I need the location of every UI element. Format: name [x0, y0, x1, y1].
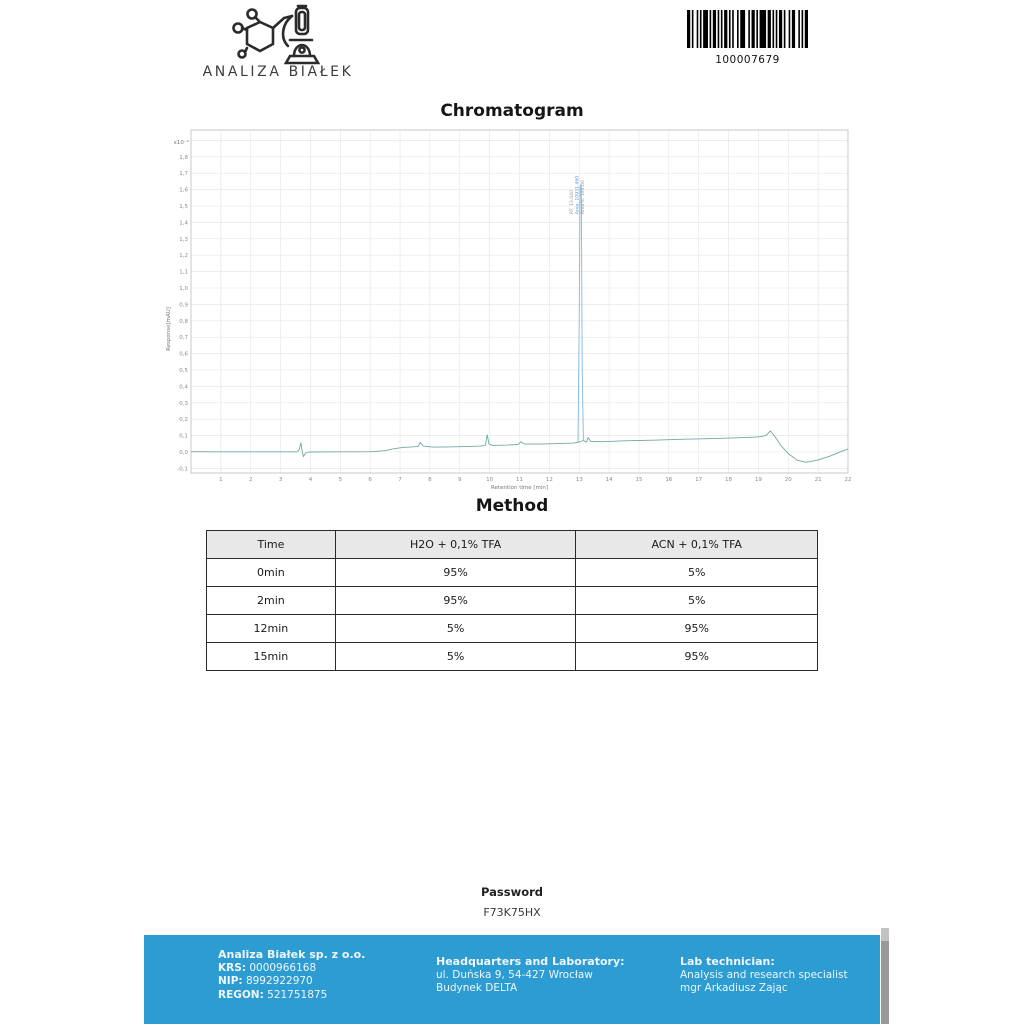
- table-cell: 15min: [207, 643, 336, 671]
- barcode-bar: [713, 10, 716, 48]
- x-tick-label: 18: [725, 477, 733, 483]
- y-tick-label: 1,6: [179, 187, 188, 194]
- technician-title: Lab technician:: [680, 955, 775, 968]
- table-header-cell: ACN + 0,1% TFA: [576, 531, 818, 559]
- table-cell: 5%: [576, 559, 818, 587]
- table-row: [207, 615, 818, 643]
- headquarters-address: ul. Duńska 9, 54-427 Wrocław: [436, 968, 593, 981]
- x-tick-label: 8: [428, 477, 432, 483]
- barcode-bar: [784, 10, 786, 48]
- password-value: F73K75HX: [483, 906, 541, 919]
- y-tick-label: 0,2: [179, 417, 188, 424]
- headquarters-title: Headquarters and Laboratory:: [436, 955, 625, 968]
- barcode-number: 100007679: [715, 54, 780, 66]
- y-scale-label: x10⁻²: [173, 140, 189, 146]
- table-cell: 5%: [335, 643, 576, 671]
- table-cell: 5%: [576, 587, 818, 615]
- technician-role: Analysis and research specialist: [680, 968, 848, 981]
- company-krs: KRS: 0000966168: [218, 961, 317, 974]
- table-cell: 95%: [576, 615, 818, 643]
- x-tick-label: 2: [248, 477, 253, 483]
- x-tick-label: 3: [278, 477, 283, 483]
- barcode-bar: [805, 10, 808, 48]
- x-tick-label: 1: [219, 477, 223, 483]
- y-tick-label: 0,8: [179, 318, 188, 325]
- main-peak: [578, 185, 583, 443]
- barcode-bar: [697, 10, 699, 48]
- y-tick-label: 1,5: [179, 204, 188, 210]
- table-cell: 95%: [576, 643, 818, 671]
- y-tick-label: 0,1: [179, 433, 188, 440]
- x-tick-label: 22: [844, 477, 852, 483]
- barcode-bar: [792, 10, 795, 48]
- chromatogram-chart: [160, 126, 860, 492]
- barcode-bar: [729, 10, 731, 48]
- barcode-bar: [692, 10, 694, 48]
- chromatogram-plot: [160, 126, 860, 492]
- table-row: [207, 643, 818, 671]
- footer-headquarters-block: [436, 955, 625, 996]
- table-header-cell: H2O + 0,1% TFA: [335, 531, 576, 559]
- x-tick-label: 12: [545, 477, 553, 483]
- x-tick-label: 17: [695, 477, 703, 483]
- company-regon: REGON: 521751875: [218, 988, 328, 1001]
- barcode-bar: [789, 10, 791, 48]
- x-tick-label: 5: [338, 477, 343, 483]
- barcode-bar: [710, 10, 712, 48]
- scrollbar-thumb[interactable]: [881, 928, 889, 941]
- y-tick-label: 0,3: [179, 400, 188, 407]
- x-tick-label: 19: [754, 477, 762, 483]
- y-tick-label: 0,5: [179, 368, 188, 374]
- y-axis-title: Response[mAU]: [166, 307, 172, 351]
- y-tick-label: -0,1: [177, 466, 188, 473]
- barcode-bar: [737, 10, 739, 48]
- table-header-cell: Time: [207, 531, 336, 559]
- y-tick-label: 1,2: [179, 253, 188, 260]
- table-cell: 95%: [335, 587, 576, 615]
- table-cell: 5%: [335, 615, 576, 643]
- x-tick-label: 11: [516, 477, 523, 483]
- x-tick-label: 7: [398, 477, 402, 483]
- company-name: Analiza Białek sp. z o.o.: [218, 948, 366, 961]
- barcode-bar: [687, 10, 690, 48]
- technician-name: mgr Arkadiusz Zając: [680, 982, 788, 994]
- y-tick-label: 0,6: [179, 351, 188, 358]
- y-tick-label: 0,9: [179, 302, 188, 309]
- barcode-bar: [768, 10, 771, 48]
- barcode-bar: [703, 10, 708, 48]
- peak-annotation-label: Area: 10931.460: [575, 175, 581, 215]
- y-tick-label: 0,4: [179, 384, 188, 391]
- barcode-bar: [752, 10, 755, 48]
- x-tick-label: 15: [635, 477, 643, 483]
- y-tick-label: 1,3: [179, 236, 188, 243]
- y-tick-label: 1,8: [179, 154, 188, 161]
- barcode-bar: [779, 10, 782, 48]
- logo-wordmark: ANALIZA BIAŁEK: [202, 64, 354, 80]
- barcode-bar: [802, 10, 804, 48]
- peak-annotation-label: Area%: 100.00: [581, 180, 587, 215]
- password-label: Password: [481, 885, 543, 899]
- x-tick-label: 21: [814, 477, 822, 483]
- scrollbar[interactable]: [881, 928, 889, 1024]
- barcode-bar: [732, 10, 734, 48]
- x-tick-label: 6: [368, 477, 372, 483]
- x-tick-label: 4: [308, 477, 313, 483]
- y-tick-label: 1,0: [179, 286, 188, 292]
- x-tick-label: 10: [486, 477, 494, 483]
- barcode-bar: [776, 10, 778, 48]
- molecule-microscope-logo-icon: [226, 4, 338, 66]
- barcode-bar: [740, 10, 745, 48]
- barcode-bar: [798, 10, 800, 48]
- x-tick-label: 9: [458, 477, 462, 483]
- footer-technician-block: [680, 955, 848, 996]
- y-tick-label: 1,4: [179, 220, 188, 227]
- y-tick-label: 0,7: [179, 335, 188, 342]
- headquarters-building: Budynek DELTA: [436, 982, 518, 994]
- table-header-row: [207, 531, 818, 559]
- x-axis-title: Retention time [min]: [490, 485, 549, 491]
- table-cell: 12min: [207, 615, 336, 643]
- barcode-bar: [748, 10, 750, 48]
- barcode-bar: [756, 10, 758, 48]
- table-row: [207, 559, 818, 587]
- method-table: [206, 530, 818, 671]
- table-cell: 95%: [335, 559, 576, 587]
- x-tick-label: 14: [605, 477, 613, 483]
- x-tick-label: 13: [575, 477, 583, 483]
- footer-company-block: [218, 948, 365, 1002]
- barcode-bar: [721, 10, 723, 48]
- method-title: Method: [475, 496, 549, 516]
- barcode-bar: [773, 10, 775, 48]
- barcode-bar: [760, 10, 766, 48]
- barcode: [687, 10, 808, 48]
- table-cell: 2min: [207, 587, 336, 615]
- method-table-body: [207, 559, 818, 671]
- y-tick-label: 0,0: [179, 450, 188, 456]
- method-table-head: [207, 531, 818, 559]
- barcode-bar: [718, 10, 720, 48]
- x-tick-label: 16: [665, 477, 673, 483]
- y-tick-label: 1,1: [179, 269, 188, 276]
- x-tick-label: 20: [784, 477, 792, 483]
- barcode-bar: [700, 10, 702, 48]
- footer: [144, 935, 880, 1024]
- company-nip: NIP: 8992922970: [218, 975, 313, 987]
- chromatogram-title: Chromatogram: [440, 101, 584, 121]
- table-cell: 0min: [207, 559, 336, 587]
- barcode-bar: [724, 10, 727, 48]
- peak-annotation-label: RT: 13.040: [570, 189, 576, 215]
- table-row: [207, 587, 818, 615]
- y-tick-label: 1,7: [179, 171, 188, 178]
